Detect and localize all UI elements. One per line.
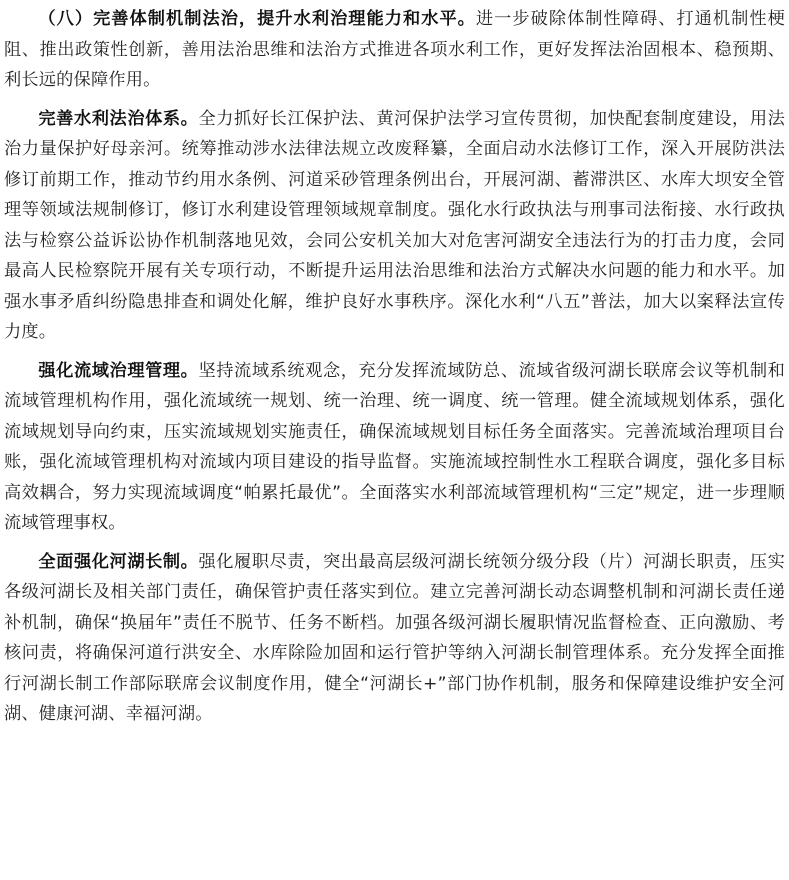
paragraph-section-8 — [4, 4, 785, 96]
paragraph-body: 进一步破除体制性障碍、打通机制性梗阻、推出政策性创新，善用法治思维和法治方式推进各项水利工作，更好发挥法治固根本、稳预期、利长远的保障作用。 — [4, 9, 785, 90]
paragraph-lead: 全面强化河湖长制。 — [38, 551, 199, 572]
section-heading: （八）完善体制机制法治，提升水利治理能力和水平。 — [38, 9, 476, 29]
paragraph-body: 坚持流域系统观念，充分发挥流域防总、流域省级河湖长联席会议等机制和流域管理机构作用，强化流域统一规划、统一治理、统一调度、统一管理。健全流域规划体系，强化流域规划导向约束，压实流域规划实施责任，确保流域规划目标任务全面落实。完善流域治理项目台账，强化流域管理机构对流域内项目建设的指导监督。实施流域控制性水工程联合调度，强化多目标高效耦合，努力实现流域调度“帕累托最优”。全面落实水利部流域管理机构“三定”规定，进一步理顺流域管理事权。 — [4, 360, 785, 533]
paragraph-river-lake-chief — [4, 547, 785, 730]
paragraph-lead: 完善水利法治体系。 — [38, 108, 199, 129]
paragraph-basin-governance — [4, 356, 785, 539]
paragraph-body: 全力抓好长江保护法、黄河保护法学习宣传贯彻，加快配套制度建设，用法治力量保护好母亲河。统筹推动涉水法律法规立改废释纂，全面启动水法修订工作，深入开展防洪法修订前期工作，推动节约用水条例、河道采砂管理条例出台，开展河湖、蓄滞洪区、水库大坝安全管理等领域法规制修订，修订水利建设管理领域规章制度。强化水行政执法与刑事司法衔接、水行政执法与检察公益诉讼协作机制落地见效，会同公安机关加大对危害河湖安全违法行为的打击力度，会同最高人民检察院开展有关专项行动，不断提升运用法治思维和法治方式解决水问题的能力和水平。加强水事矛盾纠纷隐患排查和调处化解，维护良好水事秩序。深化水利“八五”普法，加大以案释法宣传力度。 — [4, 108, 785, 342]
paragraph-lead: 强化流域治理管理。 — [38, 360, 199, 381]
paragraph-body: 强化履职尽责，突出最高层级河湖长统领分级分段（片）河湖长职责，压实各级河湖长及相关部门责任，确保管护责任落实到位。建立完善河湖长动态调整机制和河湖长责任递补机制，确保“换届年”责任不脱节、任务不断档。加强各级河湖长履职情况监督检查、正向激励、考核问责，将确保河道行洪安全、水库除险加固和运行管护等纳入河湖长制管理体系。充分发挥全面推行河湖长制工作部际联席会议制度作用，健全“河湖长+”部门协作机制，服务和保障建设维护安全河湖、健康河湖、幸福河湖。 — [4, 551, 785, 724]
paragraph-water-law-system — [4, 104, 785, 348]
